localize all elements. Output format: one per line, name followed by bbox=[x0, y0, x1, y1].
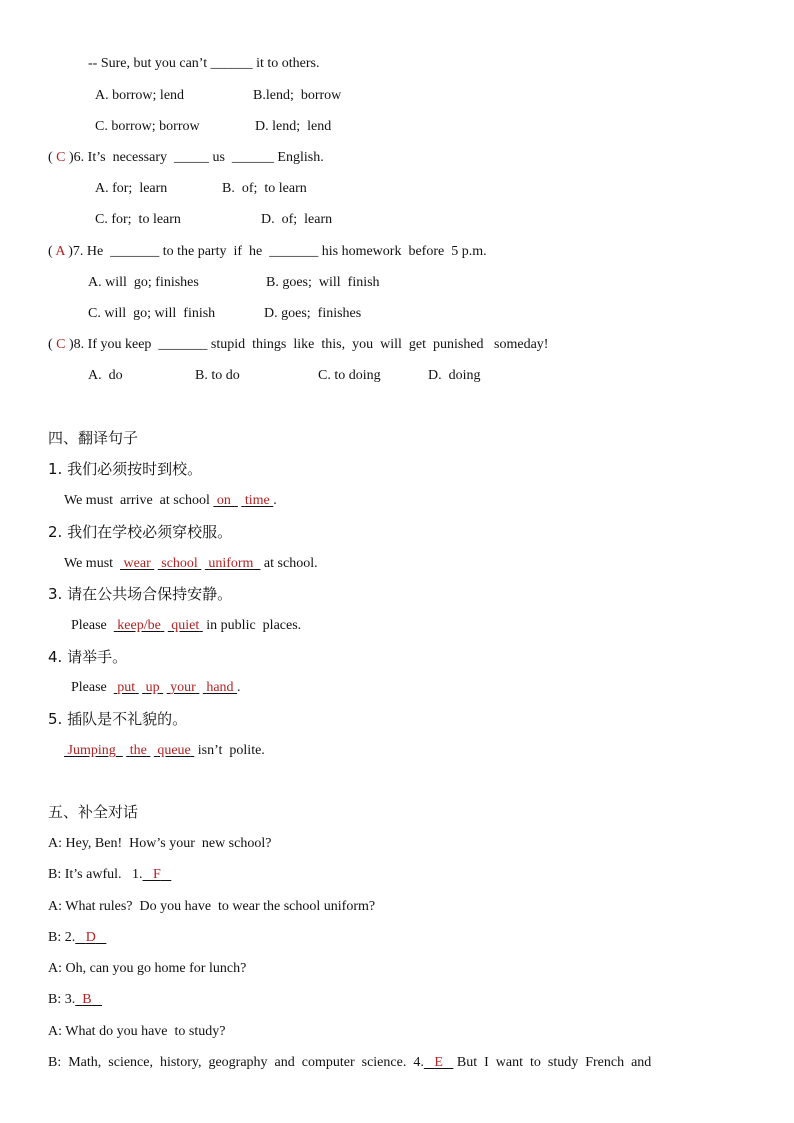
t4-answer-line: Please put up your hand . bbox=[71, 680, 241, 695]
q7-option-b: B. goes; will finish bbox=[266, 275, 380, 290]
q8-option-c: C. to doing bbox=[318, 368, 381, 383]
t2-answer-2: school bbox=[161, 556, 198, 571]
q8-stem: ( C )8. If you keep _______ stupid things like this, you will get punished someday! bbox=[48, 337, 549, 352]
dialogue-line-6: B: 3. B bbox=[48, 992, 92, 1007]
t4-answer-1: put bbox=[117, 680, 136, 695]
t2-answer-3: uniform bbox=[208, 556, 254, 571]
dialogue-line-2: B: It’s awful. 1. F bbox=[48, 867, 161, 882]
q6-option-d: D. of; learn bbox=[261, 212, 333, 227]
q8-option-d: D. doing bbox=[428, 368, 481, 383]
t4-answer-3: your bbox=[170, 680, 196, 695]
dialogue-line-3: A: What rules? Do you have to wear the school uniform? bbox=[48, 899, 376, 914]
q8-option-b: B. to do bbox=[195, 368, 240, 383]
dialogue-answer-2: D bbox=[85, 930, 96, 945]
t3-answer-2: quiet bbox=[171, 618, 200, 633]
q6-option-c: C. for; to learn bbox=[95, 212, 181, 227]
t5-answer-1: Jumping bbox=[67, 743, 116, 758]
section-5-title: 五、补全对话 bbox=[48, 803, 139, 821]
t5-answer-line: Jumping the queue isn’t polite. bbox=[67, 743, 265, 758]
q5-dialogue-line: -- Sure, but you can’t ______ it to others. bbox=[88, 56, 320, 71]
dialogue-answer-1: F bbox=[153, 867, 161, 882]
dialogue-line-4: B: 2. D bbox=[48, 930, 96, 945]
q6-stem: ( C )6. It’s necessary _____ us ______ English. bbox=[48, 150, 324, 165]
dialogue-line-5: A: Oh, can you go home for lunch? bbox=[48, 961, 247, 976]
dialogue-line-8: B: Math, science, history, geography and computer science. 4. E But I want to study French and bbox=[48, 1055, 652, 1070]
q7-option-d: D. goes; finishes bbox=[264, 306, 362, 321]
dialogue-answer-4: E bbox=[434, 1055, 443, 1070]
t3-answer-1: keep/be bbox=[117, 618, 161, 633]
t5-answer-2: the bbox=[129, 743, 147, 758]
dialogue-answer-3: B bbox=[82, 992, 92, 1007]
t3-prompt: 3. 请在公共场合保持安静。 bbox=[48, 585, 233, 603]
t4-answer-2: up bbox=[145, 680, 160, 695]
q8-option-a: A. do bbox=[88, 368, 123, 383]
q7-answer: A bbox=[55, 244, 65, 259]
q7-option-a: A. will go; finishes bbox=[88, 275, 199, 290]
dialogue-line-1: A: Hey, Ben! How’s your new school? bbox=[48, 836, 272, 851]
q7-option-c: C. will go; will finish bbox=[88, 306, 216, 321]
t2-answer-line: We must wear school uniform at school. bbox=[64, 556, 318, 571]
t1-answer-1: on bbox=[216, 493, 231, 508]
t4-answer-4: hand bbox=[206, 680, 234, 695]
q6-option-b: B. of; to learn bbox=[222, 181, 307, 196]
q6-option-a: A. for; learn bbox=[95, 181, 168, 196]
dialogue-line-7: A: What do you have to study? bbox=[48, 1024, 226, 1039]
t1-answer-line: We must arrive at school on time . bbox=[64, 493, 277, 508]
t4-prompt: 4. 请举手。 bbox=[48, 648, 128, 666]
q5-option-b: B.lend; borrow bbox=[253, 88, 342, 103]
q5-option-a: A. borrow; lend bbox=[95, 88, 185, 103]
t1-prompt: 1. 我们必须按时到校。 bbox=[48, 460, 203, 478]
q8-answer: C bbox=[56, 337, 66, 352]
q5-option-d: D. lend; lend bbox=[255, 119, 332, 134]
t2-prompt: 2. 我们在学校必须穿校服。 bbox=[48, 523, 233, 541]
t2-answer-1: wear bbox=[123, 556, 151, 571]
t1-answer-2: time bbox=[244, 493, 270, 508]
t5-answer-3: queue bbox=[157, 743, 191, 758]
q6-answer: C bbox=[56, 150, 66, 165]
t3-answer-line: Please keep/be quiet in public places. bbox=[71, 618, 302, 633]
section-4-title: 四、翻译句子 bbox=[48, 429, 139, 447]
q7-stem: ( A )7. He _______ to the party if he _______ his homework before 5 p.m. bbox=[48, 244, 487, 259]
q5-option-c: C. borrow; borrow bbox=[95, 119, 200, 134]
t5-prompt: 5. 插队是不礼貌的。 bbox=[48, 710, 188, 728]
